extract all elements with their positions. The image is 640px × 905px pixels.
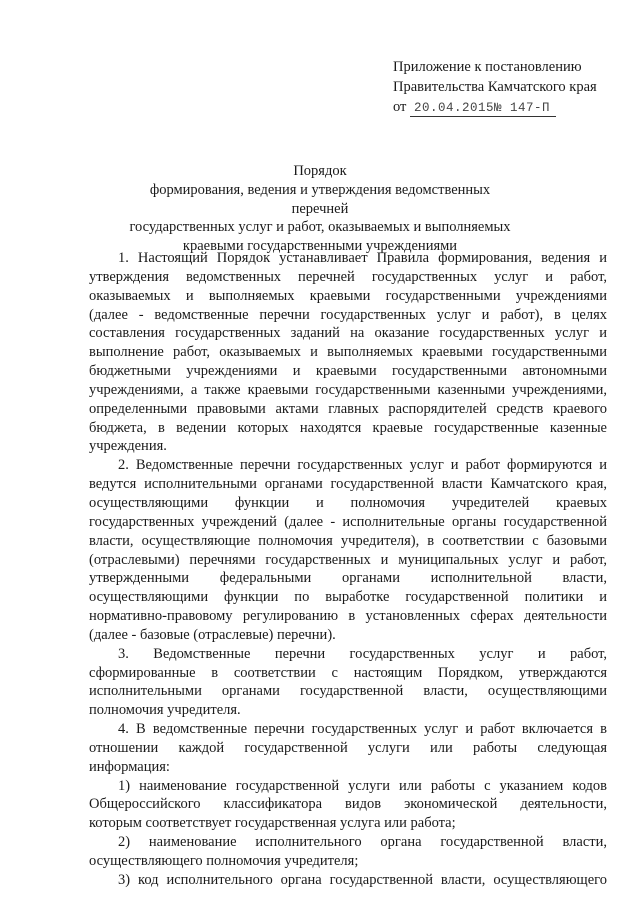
title-line-3: краевыми государственными учреждениями	[182, 238, 458, 255]
text-line: Общероссийского классификатора видов экономической деятельности,	[89, 796, 607, 813]
text-line: власти, осуществляющие полномочия учредителя), в соответствии с базовыми	[89, 532, 607, 549]
text-line: 1) наименование государственной услуги или работы с указанием кодов	[118, 777, 607, 794]
appendix-from-label: от	[393, 99, 407, 115]
appendix-header	[393, 57, 633, 117]
text-line: информация:	[89, 758, 170, 775]
text-line: 4. В ведомственные перечни государственных услуг и работ включается в	[118, 721, 607, 738]
text-line: учреждениями, а также краевыми государственными казенными учреждениями,	[89, 381, 607, 398]
text-line: утверждения ведомственных перечней государственных услуг и работ,	[89, 268, 607, 285]
text-line: которым соответствует государственная услуга или работа;	[89, 815, 456, 832]
paragraph-item-1	[89, 777, 607, 834]
title-line-1: формирования, ведения и утверждения ведомственных перечней	[149, 181, 491, 217]
text-line: осуществляющими функции по выработке государственной политики и	[89, 589, 607, 606]
paragraph-item-3	[89, 871, 607, 890]
appendix-line-1: Приложение к постановлению	[393, 59, 582, 75]
text-line: (далее - ведомственные перечни государственных услуг и работ), в целях	[89, 306, 607, 323]
text-line: (далее - базовые (отраслевые) перечни).	[89, 626, 336, 643]
text-line: осуществляющими функции и полномочия учредителей краевых	[89, 494, 607, 511]
title-heading: Порядок	[293, 163, 347, 179]
paragraph-1	[89, 249, 607, 456]
text-line: отношении каждой государственной услуги или работы следующая	[89, 739, 607, 756]
text-line: бюджета, в ведении которых находятся краевые государственные казенные	[89, 419, 607, 436]
text-line: нормативно-правовому регулированию в установленных сферах деятельности	[89, 608, 607, 625]
text-line: 3) код исполнительного органа государственной власти, осуществляющего	[118, 871, 607, 888]
text-line: составления государственных заданий на оказание государственных услуг и	[89, 325, 607, 342]
paragraph-item-2	[89, 833, 607, 871]
text-line: 2. Ведомственные перечни государственных услуг и работ формируются и	[118, 457, 607, 474]
text-line: ведутся исполнительными органами государственной власти Камчатского края,	[89, 476, 607, 493]
appendix-date-line	[393, 97, 633, 117]
paragraph-4	[89, 720, 607, 777]
text-line: сформированные в соответствии с настоящим Порядком, утверждаются	[89, 664, 607, 681]
appendix-line-2: Правительства Камчатского края	[393, 79, 597, 95]
text-line: государственных учреждений (далее - исполнительные органы государственной	[89, 513, 607, 530]
text-line: полномочия учредителя.	[89, 702, 241, 719]
title-line-2: государственных услуг и работ, оказываемых и выполняемых	[129, 219, 511, 236]
text-line: определенными правовыми актами главных распорядителей средств краевого	[89, 400, 607, 417]
text-line: 2) наименование исполнительного органа государственной власти,	[118, 834, 607, 851]
text-line: утвержденными федеральными органами исполнительной власти,	[89, 570, 607, 587]
text-line: (отраслевыми) перечнями государственных и муниципальных услуг и работ,	[89, 551, 607, 568]
text-line: выполнение работ, оказываемых и выполняемых краевыми государственными	[89, 344, 607, 361]
document-title	[120, 162, 520, 256]
text-line: бюджетными учреждениями и краевыми государственными автономными	[89, 363, 607, 380]
text-line: осуществляющего полномочия учредителя;	[89, 853, 359, 869]
text-line: оказываемых и выполняемых краевыми государственными учреждениями	[89, 287, 607, 304]
text-line: исполнительными органами государственной власти, осуществляющими	[89, 683, 607, 700]
text-line: учреждения.	[89, 438, 167, 455]
text-line: 1. Настоящий Порядок устанавливает Правила формирования, ведения и	[118, 250, 607, 266]
document-body	[89, 249, 607, 890]
text-line: 3. Ведомственные перечни государственных услуг и работ,	[118, 645, 607, 662]
appendix-date-number: 20.04.2015№ 147-П	[410, 101, 556, 117]
paragraph-2	[89, 456, 607, 644]
paragraph-3	[89, 645, 607, 720]
